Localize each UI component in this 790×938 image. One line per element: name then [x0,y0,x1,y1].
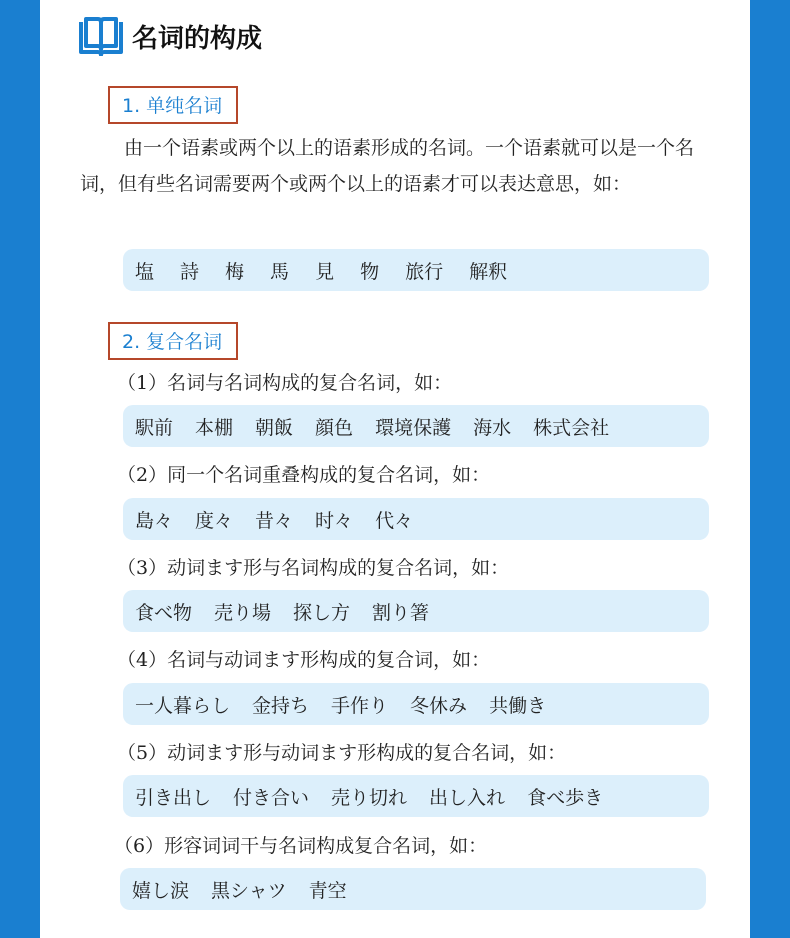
book-icon [78,16,124,56]
subsection-heading: （6）形容词词干与名词构成复合名词，如： [114,835,488,857]
example-word: 青空 [308,879,347,902]
example-box [123,498,709,540]
example-word: 環境保護 [375,416,452,439]
example-box [123,405,709,447]
example-word: 売り切れ [331,786,408,809]
example-word: 詩 [180,260,200,283]
section-label-simple-nouns: 1. 单纯名词 [108,86,238,124]
page-title: 名词的构成 [132,23,263,54]
example-word: 一人暮らし [135,694,231,717]
subsection-heading: （4）名词与动词ます形构成的复合词，如： [117,649,491,671]
example-word: 共働き [489,694,547,717]
example-word: 旅行 [405,260,444,283]
subsection-heading: （1）名词与名词构成的复合名词，如： [117,372,453,394]
section-paragraph [80,130,712,202]
paragraph-text: 由一个语素或两个以上的语素形成的名词。一个语素就可以是一个名词，但有些名词需要两个或两个以上的语素才可以表达意思，如： [80,137,695,195]
example-word: 食べ物 [135,601,193,624]
example-box [123,683,709,725]
example-word: 解釈 [469,260,508,283]
subsection-heading: （5）动词ます形与动词ます形构成的复合名词，如： [117,742,567,764]
section-label-compound-nouns: 2. 复合名词 [108,322,238,360]
example-word: 梅 [225,260,245,283]
example-word: 物 [360,260,380,283]
example-word: 本棚 [195,416,234,439]
example-word: 食べ歩き [527,786,604,809]
example-word: 引き出し [135,786,212,809]
example-box [123,775,709,817]
subsection-heading: （3）动词ます形与名词构成的复合名词，如： [117,557,510,579]
example-word: 时々 [315,509,354,532]
example-word: 探し方 [293,601,351,624]
example-word: 株式会社 [533,416,610,439]
example-word: 塩 [135,260,155,283]
example-word: 顔色 [315,416,354,439]
example-word: 代々 [375,509,414,532]
example-word: 冬休み [410,694,468,717]
example-box [123,590,709,632]
example-word: 売り場 [214,601,272,624]
example-word: 駅前 [135,416,174,439]
example-word: 嬉し涙 [132,879,190,902]
page-panel [40,0,750,938]
example-word: 度々 [195,509,234,532]
example-word: 昔々 [255,509,294,532]
example-word: 金持ち [252,694,310,717]
example-word: 朝飯 [255,416,294,439]
example-word: 付き合い [233,786,310,809]
section-header [78,14,262,58]
example-word: 出し入れ [429,786,506,809]
example-word: 馬 [270,260,290,283]
example-word: 島々 [135,509,174,532]
example-word: 割り箸 [372,601,430,624]
example-word: 黒シャツ [211,879,287,902]
example-box-simple [123,249,709,291]
example-box [120,868,706,910]
subsection-heading: （2）同一个名词重叠构成的复合名词，如： [117,464,491,486]
example-word: 海水 [473,416,512,439]
example-word: 見 [315,260,335,283]
example-word: 手作り [331,694,389,717]
